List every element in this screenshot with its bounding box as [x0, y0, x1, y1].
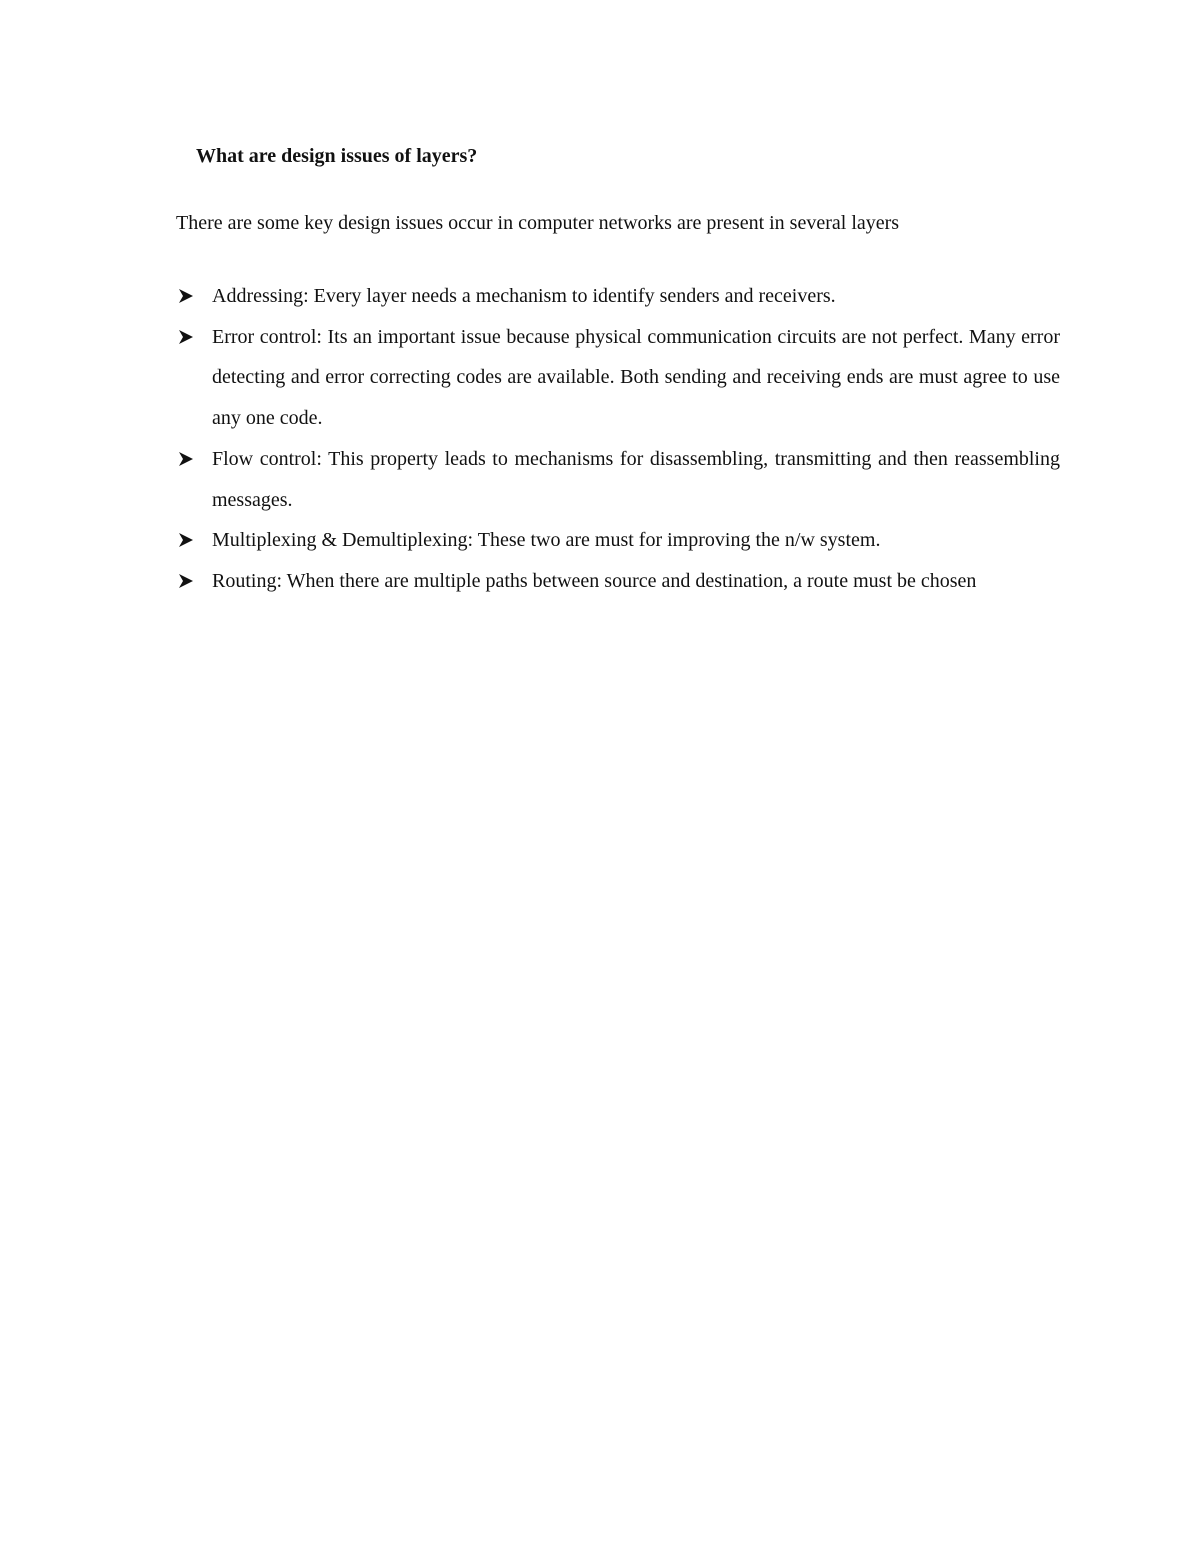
list-item-text: Flow control: This property leads to mechanisms for disassembling, transmitting and then reassembling messages. [212, 447, 1060, 511]
page-title: What are design issues of layers? [196, 145, 478, 167]
list-item-flow-control [176, 439, 1060, 520]
list-item-text: Addressing: Every layer needs a mechanism to identify senders and receivers. [212, 285, 836, 307]
arrowhead-bullet-icon [178, 520, 200, 560]
list-item-text: Error control: Its an important issue because physical communication circuits are not perfect. Many error detecting and error correcting codes are available. Both sending and receiving ends are must agree to use any one code. [212, 325, 1060, 430]
list-item-addressing [176, 276, 1060, 317]
list-item-text: Routing: When there are multiple paths between source and destination, a route must be chosen [212, 569, 977, 592]
arrowhead-bullet-icon [178, 439, 200, 479]
list-item-multiplexing [176, 520, 1060, 561]
list-item-routing [176, 561, 1060, 602]
list-item-error-control [176, 317, 1060, 439]
arrowhead-bullet-icon [178, 317, 200, 357]
arrowhead-bullet-icon [178, 276, 200, 316]
arrowhead-bullet-icon [178, 561, 200, 601]
intro-paragraph: There are some key design issues occur in computer networks are present in several layers [176, 212, 900, 234]
list-item-text: Multiplexing & Demultiplexing: These two are must for improving the n/w system. [212, 529, 881, 552]
design-issues-list [176, 276, 1060, 602]
